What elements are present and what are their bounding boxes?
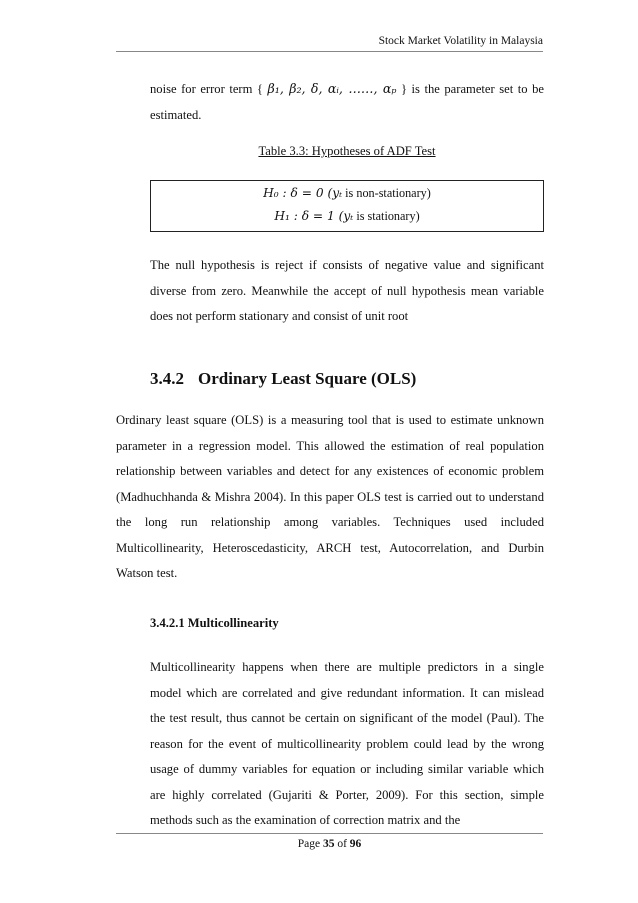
page-total: 96 <box>349 838 362 850</box>
intro-paragraph <box>150 76 544 128</box>
table-caption <box>150 144 544 159</box>
ols-paragraph: Ordinary least square (OLS) is a measuring tool that is used to estimate unknown parameter in a regression model. This allowed the estimation of real population relationship between variables and detect for any existences of economic problem (Madhuchhanda & Mishra 2004). In this paper OLS test is carried out to understand the long run relationship among variables. Techniques used included Multicollinearity, Heteroscedasticity, ARCH test, Autocorrelation, and Durbin Watson test. <box>116 413 544 580</box>
h1-var: yₜ <box>343 209 354 223</box>
h1-lhs: H₁ : δ = 1 ( <box>274 209 344 223</box>
subsection-heading: 3.4.2.1 Multicollinearity <box>150 616 279 630</box>
footer-rule <box>116 833 543 834</box>
h0-rest: is non-stationary) <box>342 186 431 200</box>
parameter-set: β₁, β₂, δ, αᵢ, ……, αₚ <box>267 81 397 96</box>
section-heading <box>150 369 416 389</box>
intro-tail: } is the parameter set to be estimated. <box>150 82 544 122</box>
footer-page-word: Page <box>297 838 323 850</box>
page-number: 35 <box>322 838 335 850</box>
null-hypothesis-paragraph: The null hypothesis is reject if consists of negative value and significant diverse from zero. Meanwhile the accept of null hypothesis mean variable does not perform stationary and consist of unit root <box>150 258 544 323</box>
running-header: Stock Market Volatility in Malaysia <box>378 35 543 47</box>
header-rule <box>116 51 543 52</box>
page-footer <box>116 838 543 850</box>
intro-lead: noise for error term { <box>150 82 268 96</box>
table-caption-text: Table 3.3: Hypotheses of ADF Test <box>258 144 436 158</box>
h0-var: yₜ <box>332 186 343 200</box>
alt-hypothesis-row <box>151 209 543 224</box>
h0-lhs: H₀ : δ = 0 ( <box>263 186 333 200</box>
hypotheses-table <box>150 180 544 232</box>
footer-of-word: of <box>334 838 350 850</box>
section-title: Ordinary Least Square (OLS) <box>198 369 417 388</box>
multicollinearity-paragraph: Multicollinearity happens when there are multiple predictors in a single model which are correlated and give redundant information. It can mislead the test result, thus cannot be certain on significant of the model (Paul). The reason for the event of multicollinearity problem could lead by the wrong usage of dummy variables for equation or including similar variable which are highly correlated (Gujariti & Porter, 2009). For this section, simple methods such as the examination of correction matrix and the <box>150 660 544 827</box>
section-number: 3.4.2 <box>150 369 184 388</box>
h1-rest: is stationary) <box>353 209 420 223</box>
null-hypothesis-row <box>151 186 543 201</box>
